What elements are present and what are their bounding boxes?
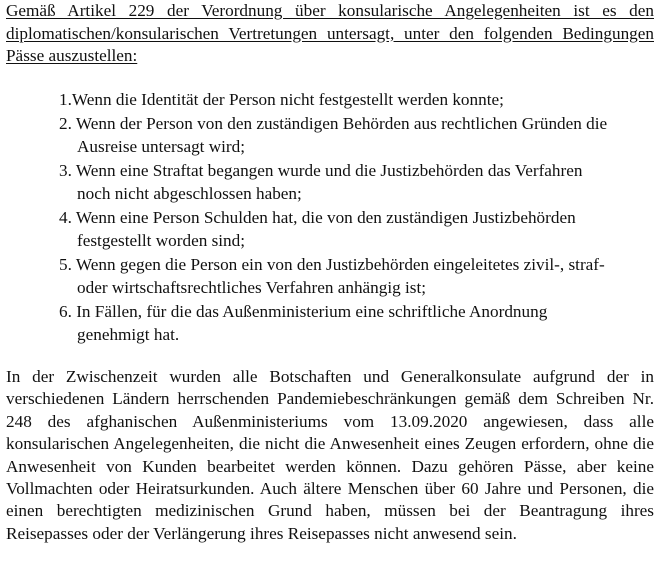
closing-paragraph: In der Zwischenzeit wurden alle Botschaften und Generalkonsulate aufgrund der in verschiedenen Ländern herrschenden Pandemiebeschränkungen gemäß dem Schreiben Nr. 248 des afghanischen Außenministeriums vom 13.09.2020 angewiesen, dass alle konsularischen Angelegenheiten, die nicht die Anwesenheit eines Zeugen erfordern, ohne die Anwesenheit von Kunden bearbeitet werden können. Dazu gehören Pässe, aber keine Vollmachten oder Heiratsurkunden. Auch ältere Menschen über 60 Jahre und Personen, die einen berechtigten medizinischen Grund haben, müssen bei der Beantragung ihres Reisepasses oder der Verlängerung ihres Reisepasses nicht anwesend sein. (6, 367, 654, 543)
condition-continuation: genehmigt hat. (77, 324, 180, 344)
condition-item (59, 254, 631, 299)
condition-item (59, 207, 631, 252)
condition-item (59, 160, 631, 205)
condition-continuation: festgestellt worden sind; (77, 230, 246, 250)
condition-text: 3. Wenn eine Straftat begangen wurde und die Justizbehörden das Verfahren (59, 161, 583, 180)
condition-continuation: noch nicht abgeschlossen haben; (77, 183, 302, 203)
condition-item (59, 301, 631, 346)
condition-continuation: oder wirtschaftsrechtliches Verfahren anhängig ist; (77, 277, 427, 297)
conditions-list (59, 89, 631, 347)
condition-text: 6. In Fällen, für die das Außenministerium eine schriftliche Anordnung (59, 302, 548, 321)
condition-continuation: Ausreise untersagt wird; (77, 136, 246, 156)
intro-paragraph: Gemäß Artikel 229 der Verordnung über konsularische Angelegenheiten ist es den diplomatischen/konsularischen Vertretungen untersagt, unter den folgenden Bedingungen Pässe auszustellen: (6, 1, 654, 65)
document-page (6, 0, 654, 545)
condition-text: 2. Wenn der Person von den zuständigen Behörden aus rechtlichen Gründen die (59, 114, 608, 133)
condition-text: 1.Wenn die Identität der Person nicht festgestellt werden konnte; (59, 89, 504, 109)
condition-item (59, 113, 631, 158)
condition-text: 5. Wenn gegen die Person ein von den Justizbehörden eingeleitetes zivil-, straf- (59, 255, 605, 274)
condition-item (59, 89, 631, 112)
condition-text: 4. Wenn eine Person Schulden hat, die von den zuständigen Justizbehörden (59, 208, 576, 227)
